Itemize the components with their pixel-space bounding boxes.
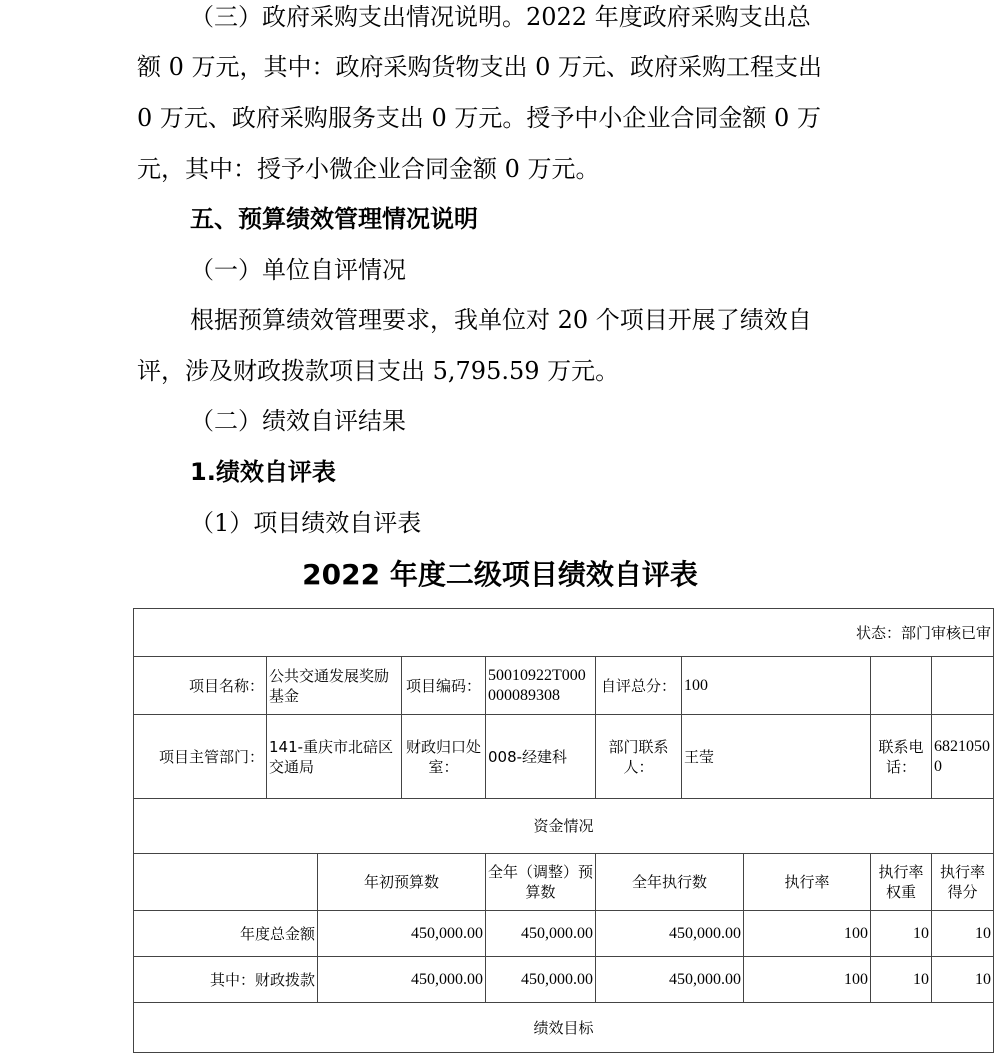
rate-weight-value: 10	[871, 957, 932, 1003]
rate-score-value: 10	[932, 911, 994, 957]
paragraph-line: 额 0 万元，其中：政府采购货物支出 0 万元、政府采购工程支出	[137, 53, 823, 81]
project-code-label: 项目编码：	[402, 657, 486, 715]
table-heading: 1.绩效自评表	[190, 458, 336, 486]
self-score-label: 自评总分：	[596, 657, 682, 715]
document-title: 2022 年度二级项目绩效自评表	[302, 558, 698, 591]
status-text: 状态：部门审核已审	[856, 623, 992, 642]
self-score: 100	[682, 657, 871, 715]
header-execution-rate: 执行率	[744, 854, 871, 911]
subsection-heading: （二）绩效自评结果	[190, 407, 406, 435]
rate-weight-value: 10	[871, 911, 932, 957]
paragraph-line: 0 万元、政府采购服务支出 0 万元。授予中小企业合同金额 0 万	[137, 104, 821, 132]
execution-rate-value: 100	[744, 911, 871, 957]
dept-contact-label: 部门联系人：	[596, 715, 682, 799]
finance-office: 008-经建科	[486, 715, 596, 799]
dept-contact: 王莹	[682, 715, 871, 799]
header-rate-weight: 执行率权重	[871, 854, 932, 911]
header-rate-score: 执行率得分	[932, 854, 994, 911]
project-name-label: 项目名称：	[134, 657, 267, 715]
header-adjusted-budget: 全年（调整）预算数	[486, 854, 596, 911]
paragraph-line: 元，其中：授予小微企业合同金额 0 万元。	[137, 155, 600, 183]
empty-cell	[932, 657, 994, 715]
adjusted-budget-value: 450,000.00	[486, 957, 596, 1003]
performance-table	[133, 608, 994, 1053]
section-heading: 五、预算绩效管理情况说明	[190, 205, 478, 233]
initial-budget-value: 450,000.00	[318, 957, 486, 1003]
status-cell	[134, 609, 994, 657]
executed-value: 450,000.00	[596, 911, 744, 957]
table-row	[134, 957, 994, 1003]
paragraph-line: （三）政府采购支出情况说明。2022 年度政府采购支出总	[190, 3, 811, 31]
initial-budget-value: 450,000.00	[318, 911, 486, 957]
row-label: 其中：财政拨款	[134, 957, 318, 1003]
subsection-heading: （一）单位自评情况	[190, 256, 406, 284]
phone-label: 联系电话：	[871, 715, 932, 799]
dept: 141-重庆市北碚区交通局	[267, 715, 402, 799]
execution-rate-value: 100	[744, 957, 871, 1003]
paragraph-line: 根据预算绩效管理要求，我单位对 20 个项目开展了绩效自	[190, 306, 812, 334]
adjusted-budget-value: 450,000.00	[486, 911, 596, 957]
finance-office-label: 财政归口处室：	[402, 715, 486, 799]
subtable-heading: （1）项目绩效自评表	[190, 509, 422, 537]
dept-label: 项目主管部门：	[134, 715, 267, 799]
paragraph-line: 评，涉及财政拨款项目支出 5,795.59 万元。	[137, 357, 620, 385]
phone: 68210500	[932, 715, 994, 799]
header-executed: 全年执行数	[596, 854, 744, 911]
project-name: 公共交通发展奖励基金	[267, 657, 402, 715]
executed-value: 450,000.00	[596, 957, 744, 1003]
performance-section-header: 绩效目标	[134, 1003, 994, 1053]
empty-cell	[134, 854, 318, 911]
funds-section-header: 资金情况	[134, 799, 994, 854]
table-row	[134, 911, 994, 957]
empty-cell	[871, 657, 932, 715]
project-code: 50010922T000000089308	[486, 657, 596, 715]
row-label: 年度总金额	[134, 911, 318, 957]
header-initial-budget: 年初预算数	[318, 854, 486, 911]
rate-score-value: 10	[932, 957, 994, 1003]
